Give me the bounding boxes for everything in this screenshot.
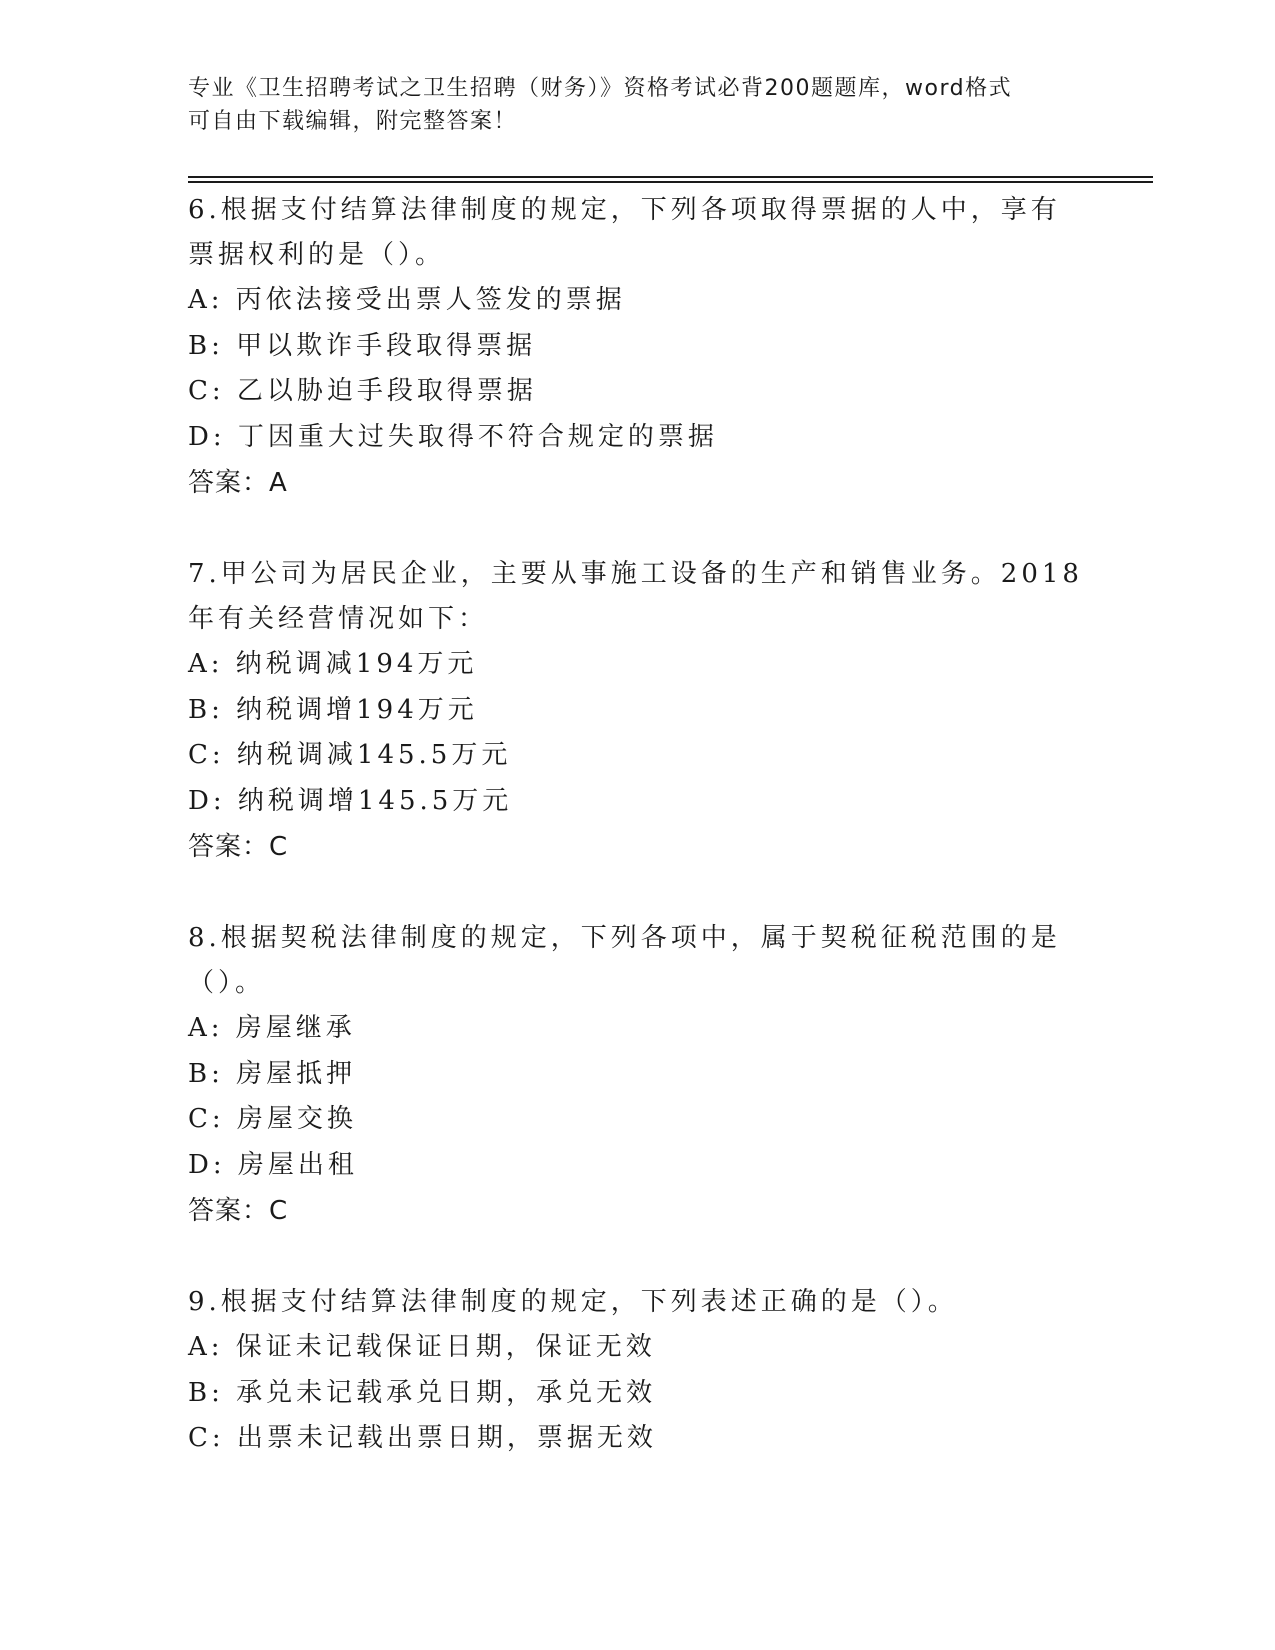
- option-b: B: 甲以欺诈手段取得票据: [188, 330, 537, 361]
- option-c: C: 纳税调减145.5万元: [188, 740, 512, 770]
- option-a: A: 保证未记载保证日期，保证无效: [188, 1332, 656, 1362]
- option-c: C: 出票未记载出票日期，票据无效: [188, 1423, 657, 1453]
- header-line-1: 专业《卫生招聘考试之卫生招聘（财务）》资格考试必背200题题库，word格式: [188, 76, 1013, 101]
- document-header: [188, 72, 1088, 138]
- option-d: D: 房屋出租: [188, 1149, 358, 1180]
- option-c: C: 乙以胁迫手段取得票据: [188, 376, 537, 406]
- option-b: B: 承兑未记载承兑日期，承兑无效: [188, 1377, 657, 1408]
- question-7: [188, 552, 1088, 870]
- question-text: 9.根据支付结算法律制度的规定，下列表述正确的是（）。: [188, 1287, 958, 1317]
- option-a: A: 房屋继承: [188, 1013, 356, 1043]
- option-a: A: 丙依法接受出票人签发的票据: [188, 285, 626, 315]
- option-b: B: 房屋抵押: [188, 1058, 357, 1089]
- question-list: [188, 188, 1088, 1508]
- answer-label: 答案：C: [188, 1196, 289, 1226]
- header-divider-top: [188, 176, 1153, 178]
- question-text: 8.根据契税法律制度的规定，下列各项中，属于契税征税范围的是（）。: [188, 923, 1061, 998]
- option-a: A: 纳税调减194万元: [188, 649, 478, 679]
- answer-label: 答案：C: [188, 832, 289, 862]
- question-9: [188, 1280, 1088, 1462]
- option-d: D: 纳税调增145.5万元: [188, 785, 513, 816]
- question-8: [188, 916, 1088, 1234]
- option-b: B: 纳税调增194万元: [188, 694, 478, 725]
- question-text: 7.甲公司为居民企业，主要从事施工设备的生产和销售业务。2018年有关经营情况如下：: [188, 559, 1083, 634]
- question-6: [188, 188, 1088, 506]
- header-line-2: 可自由下载编辑，附完整答案！: [188, 109, 518, 134]
- option-c: C: 房屋交换: [188, 1104, 357, 1134]
- header-divider-bottom: [188, 181, 1153, 183]
- question-text: 6.根据支付结算法律制度的规定，下列各项取得票据的人中，享有票据权利的是（）。: [188, 195, 1061, 270]
- answer-label: 答案：A: [188, 468, 288, 498]
- option-d: D: 丁因重大过失取得不符合规定的票据: [188, 421, 718, 452]
